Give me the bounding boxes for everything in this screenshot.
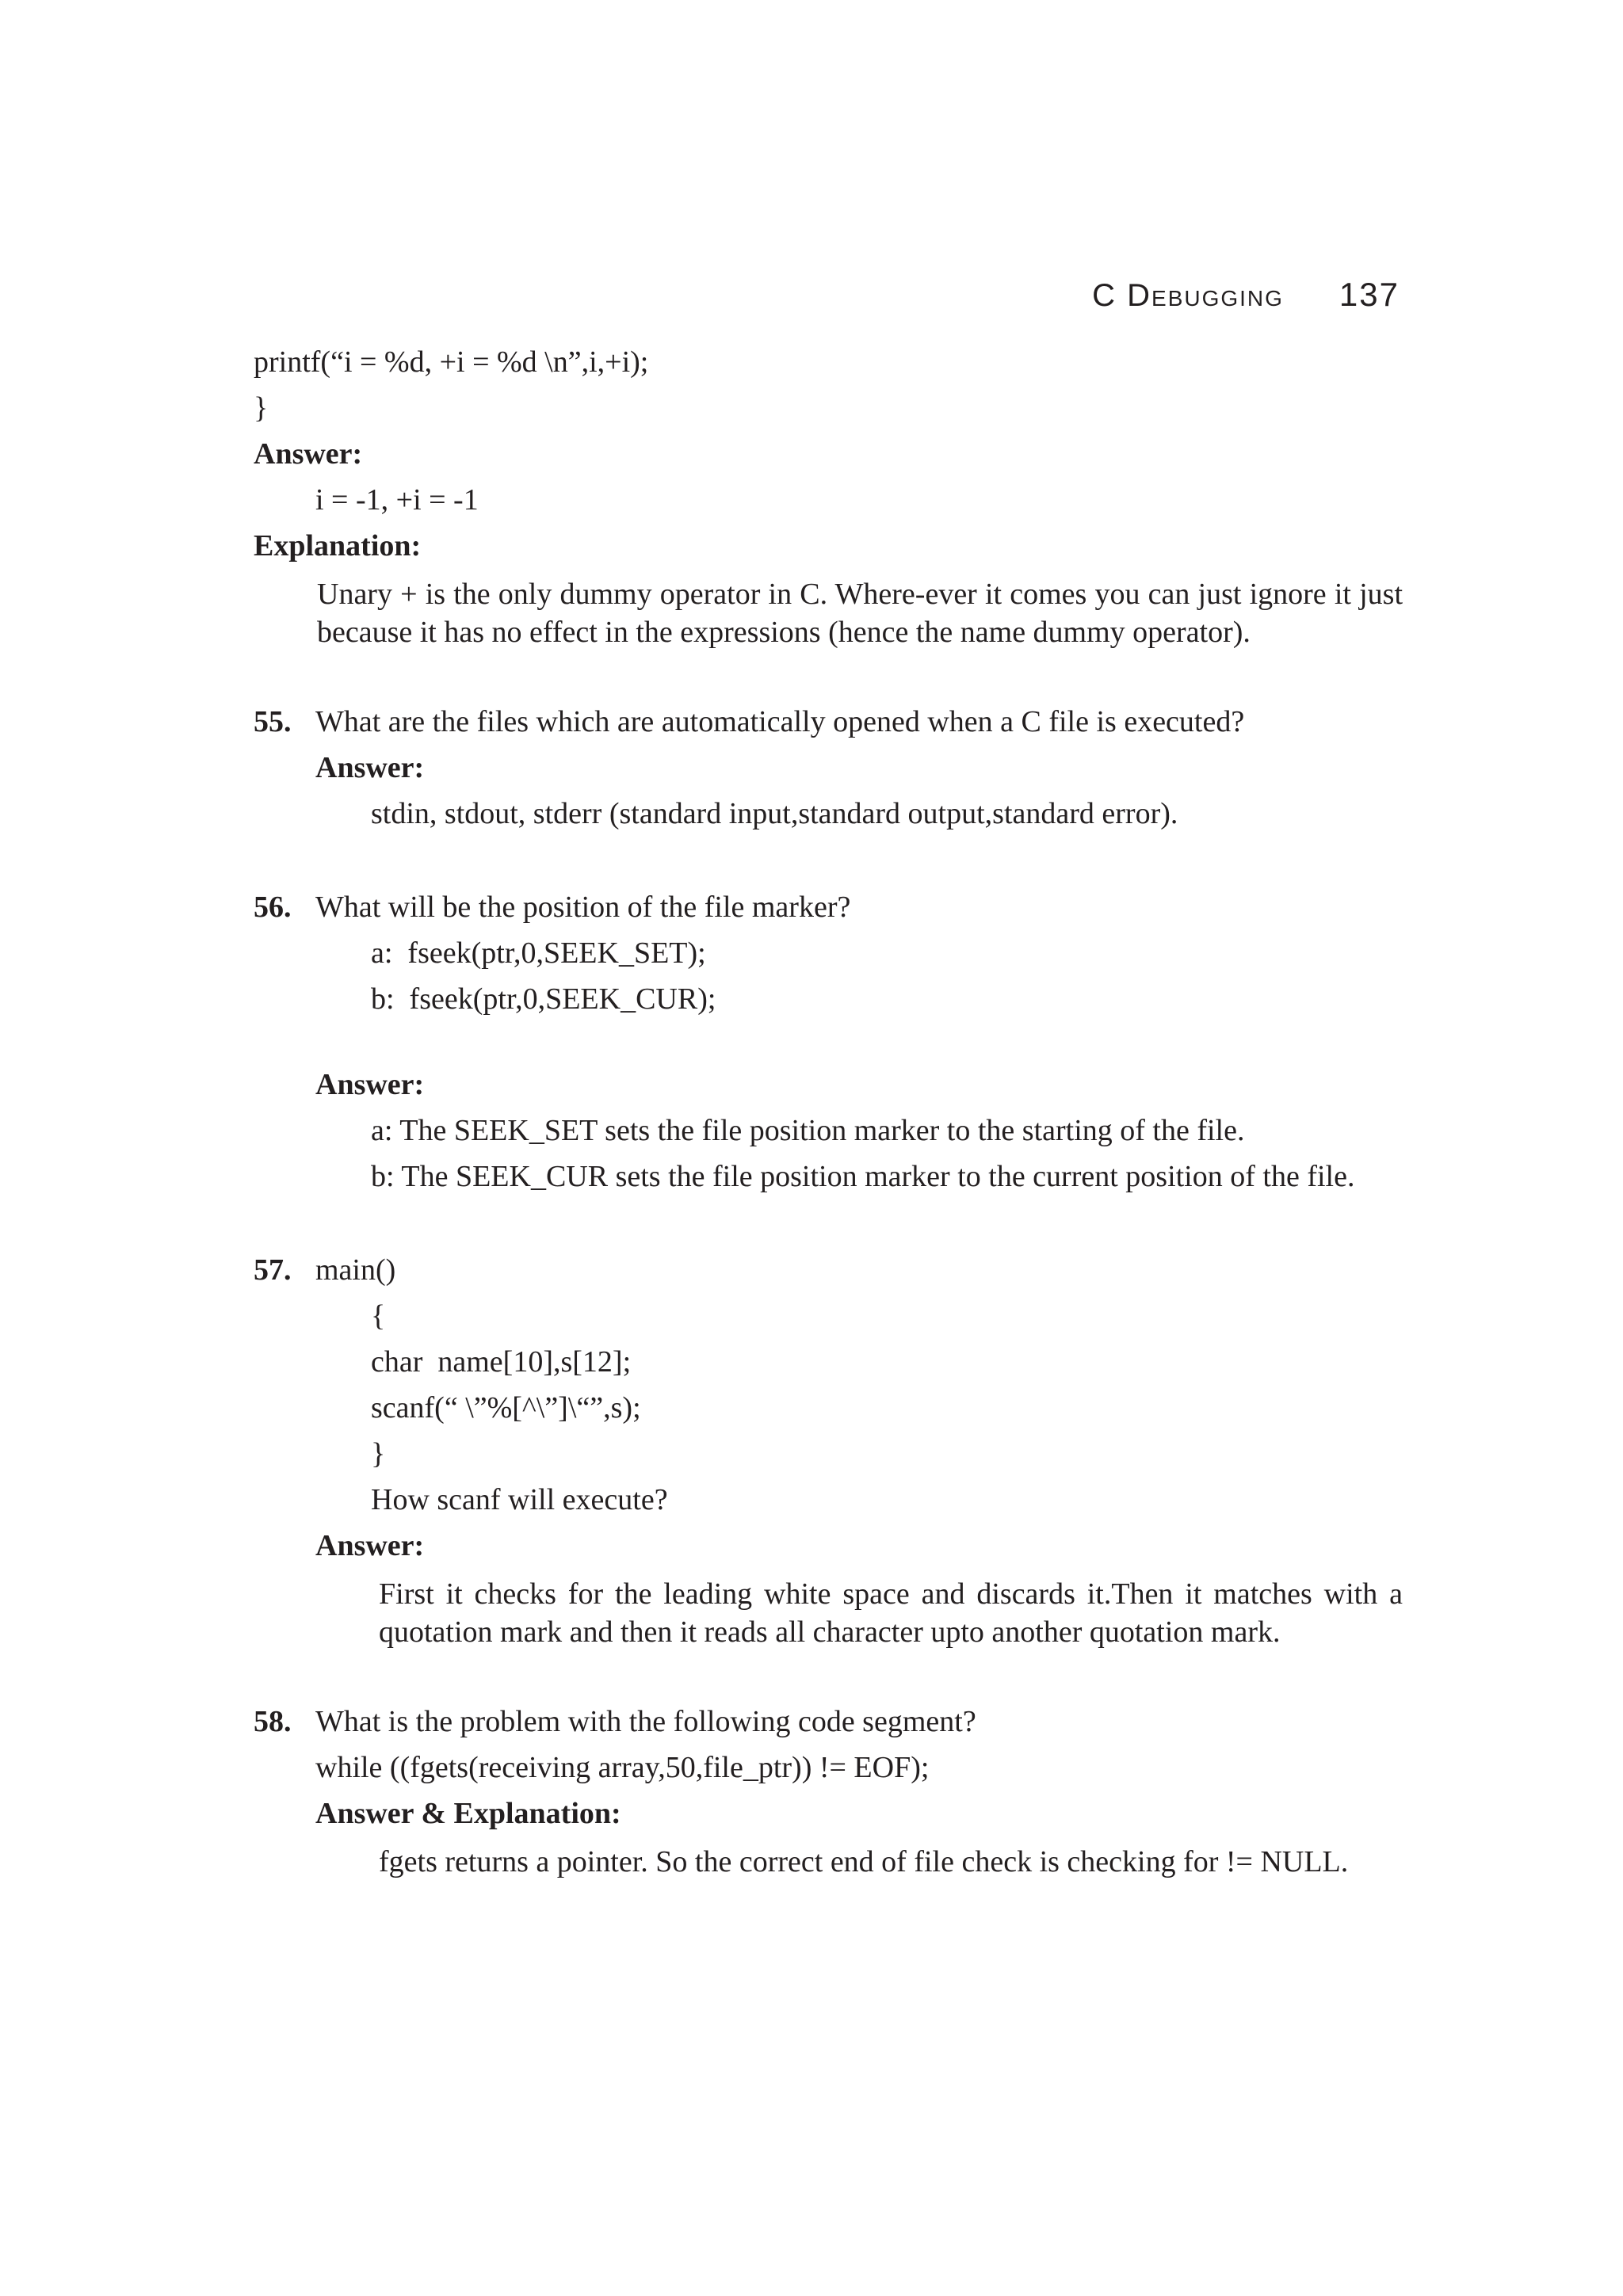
answer-line: a: The SEEK_SET sets the file position marker to the starting of the file. <box>371 1114 1245 1147</box>
question-text: main() <box>315 1253 396 1287</box>
page-number: 137 <box>1338 276 1400 313</box>
intro-block <box>254 339 1403 651</box>
code-line: } <box>371 1437 386 1470</box>
explanation-text: Unary + is the only dummy operator in C. Where-ever it comes you can just ignore it just because it has no effect in the expressions (hence the name dummy operator). <box>317 578 1403 649</box>
sub-question: How scanf will execute? <box>371 1483 668 1516</box>
sub-line: b: fseek(ptr,0,SEEK_CUR); <box>371 982 716 1016</box>
answer-line: stdin, stdout, stderr (standard input,standard output,standard error). <box>371 797 1178 830</box>
answer-label: Answer: <box>254 437 363 471</box>
question-number: 55. <box>254 705 292 738</box>
question-number: 58. <box>254 1705 292 1738</box>
question-56 <box>254 884 1403 1199</box>
question-55 <box>254 699 1403 837</box>
code-line: { <box>371 1299 386 1333</box>
answer-text: i = -1, +i = -1 <box>315 483 479 517</box>
running-header <box>1092 276 1400 314</box>
sub-line: a: fseek(ptr,0,SEEK_SET); <box>371 936 706 970</box>
explanation-label: Explanation: <box>254 529 422 563</box>
section-title: C Debugging <box>1092 278 1284 313</box>
page-content <box>254 339 1403 1881</box>
code-line: } <box>254 391 269 425</box>
question-57 <box>254 1247 1403 1651</box>
code-line: printf(“i = %d, +i = %d \n”,i,+i); <box>254 345 649 379</box>
question-text: What are the files which are automatically opened when a C file is executed? <box>315 705 1245 738</box>
answer-line: b: The SEEK_CUR sets the file position marker to the current position of the file. <box>371 1160 1355 1193</box>
question-number: 56. <box>254 891 292 924</box>
answer-label: Answer: <box>315 1529 425 1562</box>
question-text: What is the problem with the following code segment? <box>315 1705 976 1738</box>
code-line: scanf(“ \”%[^\”]\“”,s); <box>371 1391 641 1425</box>
answer-label: Answer: <box>315 751 425 784</box>
question-text: What will be the position of the file marker? <box>315 891 851 924</box>
answer-label: Answer: <box>315 1068 425 1101</box>
answer-label: Answer & Explanation: <box>315 1797 621 1830</box>
code-line: while ((fgets(receiving array,50,file_ptr)) != EOF); <box>315 1751 930 1784</box>
question-58 <box>254 1699 1403 1881</box>
answer-paragraph: fgets returns a pointer. So the correct end of file check is checking for != NULL. <box>379 1845 1349 1878</box>
question-number: 57. <box>254 1253 292 1287</box>
answer-paragraph: First it checks for the leading white space and discards it.Then it matches with a quotation mark and then it reads all character upto another quotation mark. <box>379 1577 1403 1649</box>
code-line: char name[10],s[12]; <box>371 1345 632 1379</box>
